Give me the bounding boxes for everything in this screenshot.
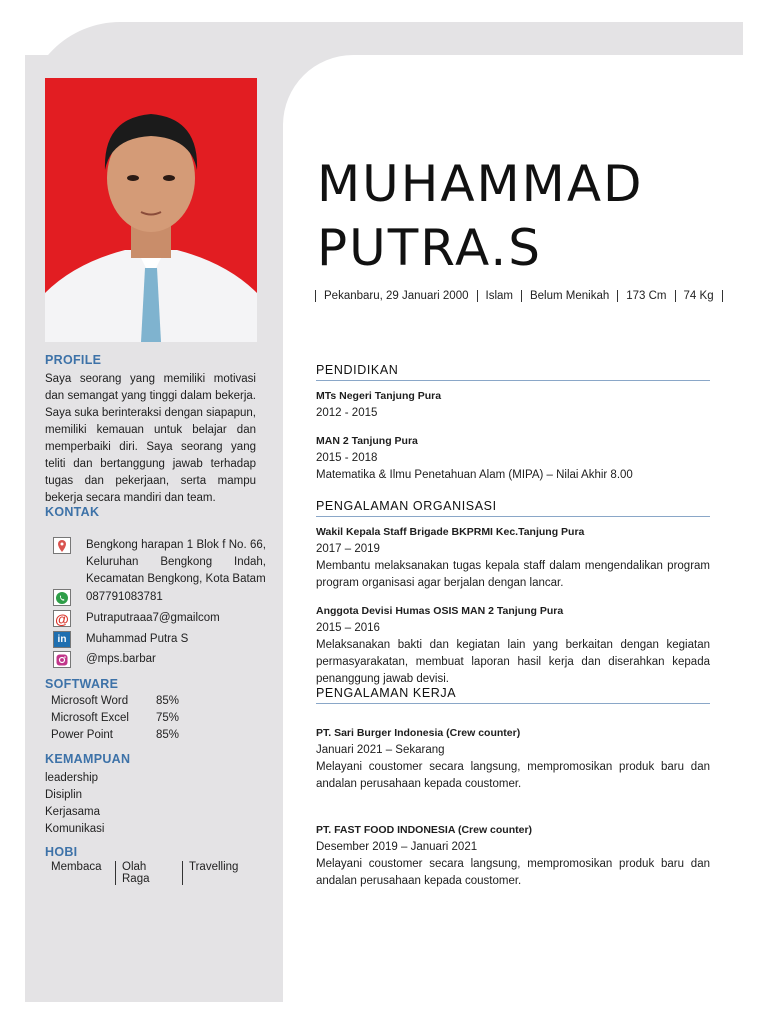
full-name: [317, 152, 644, 280]
contact-phone: 087791083781: [86, 591, 163, 603]
work-title: PT. Sari Burger Indonesia (Crew counter): [316, 727, 521, 739]
organization-years: 2015 – 2016: [316, 622, 380, 634]
profile-text: Saya seorang yang memiliki motivasi dan semangat yang tinggi dalam bekerja. Saya suka berinteraksi dengan siapapun, memiliki kemauan untuk belajar dan memperbaiki diri. Saya seorang yang teliti dan bertanggung jawab terhadap tugas dan pekerjaan, serta mampu bekerja secara mandiri dan team.: [45, 373, 256, 504]
birth-info: Pekanbaru, 29 Januari 2000: [315, 290, 477, 302]
work-desc: Melayani coustomer secara langsung, mempromosikan produk baru dan andalan perusahaan kepada coustomer.: [316, 858, 710, 887]
software-level: 85%: [156, 695, 180, 707]
education-detail: Matematika & Ilmu Penetahuan Alam (MIPA) – Nilai Akhir 8.00: [316, 469, 633, 481]
software-level: 85%: [156, 729, 180, 741]
hobby-item: Membaca: [51, 861, 102, 873]
software-level: 75%: [156, 712, 180, 724]
organization-heading: PENGALAMAN ORGANISASI: [316, 499, 710, 517]
organization-entry: [316, 603, 710, 688]
software-item: [51, 727, 179, 744]
hobbies-list: [51, 861, 250, 885]
organization-years: 2017 – 2019: [316, 543, 380, 555]
contact-email-row: [53, 610, 266, 627]
education-school: MTs Negeri Tanjung Pura: [316, 390, 442, 402]
software-name: Microsoft Word: [51, 695, 129, 707]
education-years: 2015 - 2018: [316, 452, 378, 464]
education-school: MAN 2 Tanjung Pura: [316, 435, 418, 447]
skill-item: Komunikasi: [45, 823, 105, 835]
profile-photo: [45, 78, 257, 342]
software-item: [51, 710, 179, 727]
skill-item: leadership: [45, 772, 99, 784]
name-line-1: MUHAMMAD: [317, 155, 644, 213]
education-entry: [316, 433, 710, 484]
software-item: [51, 693, 179, 710]
organization-desc: Membantu melaksanakan tugas kepala staff dalam mengendalikan program program organisasi agar berjalan dengan lancar.: [316, 560, 710, 589]
name-line-2: PUTRA.S: [317, 219, 542, 277]
weight-info: 74 Kg: [675, 290, 722, 302]
profile-heading: PROFILE: [45, 353, 102, 367]
contact-address: Bengkong harapan 1 Blok f No. 66, Keluruhan Bengkong Indah, Kecamatan Bengkong, Kota Batam: [86, 539, 266, 585]
contact-heading: KONTAK: [45, 505, 100, 519]
contact-linkedin-row: [53, 631, 266, 648]
hobby-item: Travelling: [182, 861, 250, 885]
contact-email[interactable]: Putraputraaa7@gmailcom: [86, 612, 220, 624]
education-heading: PENDIDIKAN: [316, 363, 710, 381]
skills-heading: KEMAMPUAN: [45, 752, 131, 766]
organization-desc: Melaksanakan bakti dan kegiatan lain yang berkaitan dengan kegiatan permasyarakatan, membuat laporan hasil kerja dan diserahkan kepada penanggung jawab devisi.: [316, 639, 710, 685]
whatsapp-icon: [53, 589, 71, 606]
location-pin-icon: [53, 537, 71, 554]
instagram-icon: [53, 651, 71, 668]
work-period: Januari 2021 – Sekarang: [316, 744, 445, 756]
contact-phone-row: [53, 589, 266, 606]
contact-linkedin[interactable]: Muhammad Putra S: [86, 633, 189, 645]
contact-instagram[interactable]: @mps.barbar: [86, 653, 156, 665]
hobbies-heading: HOBI: [45, 845, 78, 859]
organization-role: Anggota Devisi Humas OSIS MAN 2 Tanjung Pura: [316, 605, 564, 617]
work-entry: [316, 725, 710, 793]
contact-instagram-row: [53, 651, 266, 668]
work-period: Desember 2019 – Januari 2021: [316, 841, 478, 853]
software-name: Microsoft Excel: [51, 712, 129, 724]
personal-info-bar: [315, 290, 724, 302]
work-entry: [316, 822, 710, 890]
software-heading: SOFTWARE: [45, 677, 119, 691]
height-info: 173 Cm: [617, 290, 674, 302]
organization-role: Wakil Kepala Staff Brigade BKPRMI Kec.Tanjung Pura: [316, 526, 585, 538]
contact-address-row: [53, 537, 266, 588]
software-name: Power Point: [51, 729, 114, 741]
marital-status: Belum Menikah: [521, 290, 617, 302]
work-title: PT. FAST FOOD INDONESIA (Crew counter): [316, 824, 533, 836]
work-desc: Melayani coustomer secara langsung, mempromosikan produk baru dan andalan perusahaan kepada coustomer.: [316, 761, 710, 790]
religion-info: Islam: [477, 290, 521, 302]
skill-item: Disiplin: [45, 789, 83, 801]
linkedin-icon: in: [53, 631, 71, 648]
info-end-divider: [722, 290, 724, 302]
organization-entry: [316, 524, 710, 592]
work-heading: PENGALAMAN KERJA: [316, 686, 710, 704]
education-entry: [316, 388, 710, 422]
skill-item: Kerjasama: [45, 806, 100, 818]
education-years: 2012 - 2015: [316, 407, 378, 419]
hobby-item: Olah Raga: [115, 861, 182, 885]
email-at-icon: @: [53, 610, 71, 627]
